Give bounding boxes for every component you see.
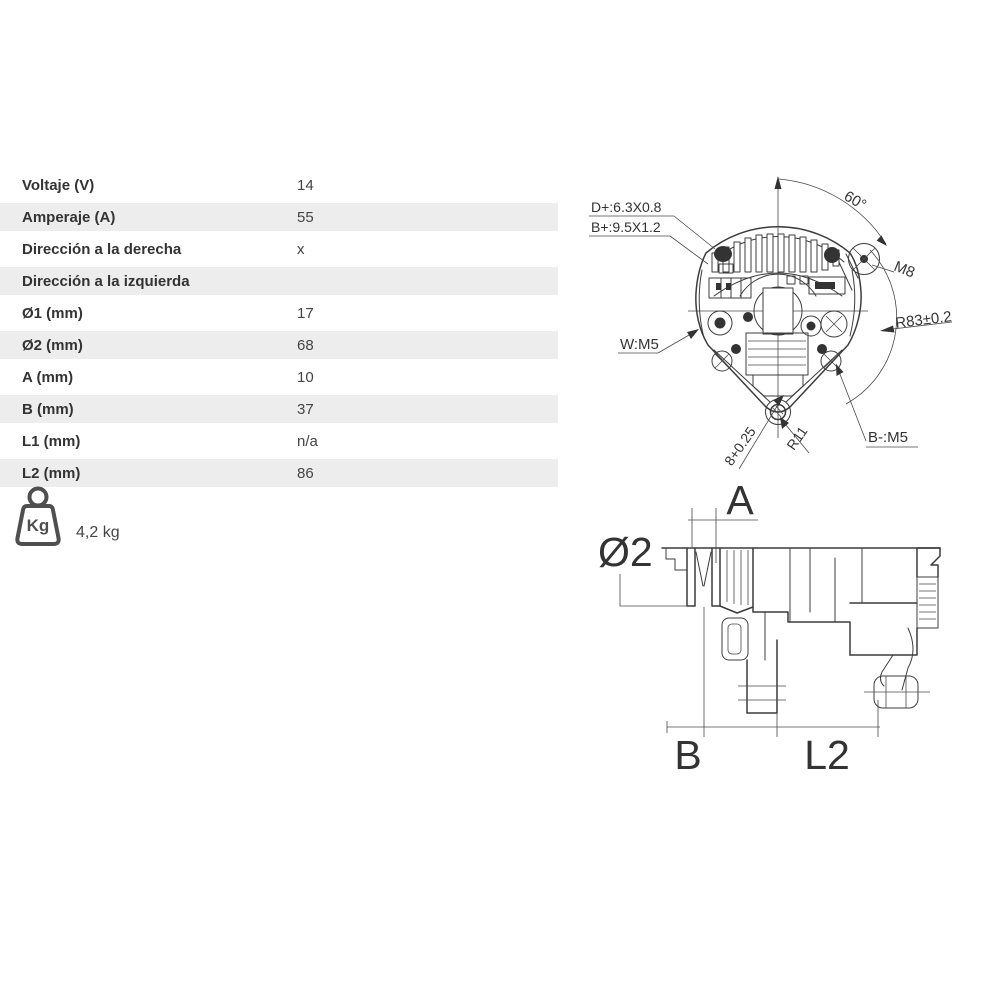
row-value: 14: [297, 176, 314, 194]
row-value: 55: [297, 208, 314, 226]
dim-a-label: A: [726, 477, 754, 523]
table-row: [0, 457, 558, 489]
r83-label: R83±0.2: [894, 308, 953, 332]
pulley: [687, 548, 720, 606]
weight-icon: [14, 486, 62, 550]
rear-lug: [864, 628, 930, 708]
dim-d2-label: Ø2: [598, 529, 653, 575]
row-label: Ø2 (mm): [22, 336, 83, 354]
row-label: B (mm): [22, 400, 74, 418]
row-value: 17: [297, 304, 314, 322]
terminal-dot: [824, 247, 840, 263]
table-row: [0, 425, 558, 457]
table-row: [0, 393, 558, 425]
row-value: x: [297, 240, 305, 258]
side-view-diagram: [598, 477, 940, 778]
table-row: [0, 233, 558, 265]
w-label: W:M5: [620, 336, 659, 353]
b-plus-label: B+:9.5X1.2: [591, 219, 661, 235]
row-label: Ø1 (mm): [22, 304, 83, 322]
table-row: [0, 329, 558, 361]
table-row: [0, 201, 558, 233]
technical-drawing: [560, 160, 1000, 792]
weight-row: [14, 486, 120, 550]
spec-table: [0, 169, 558, 489]
row-label: L2 (mm): [22, 464, 81, 482]
row-label: L1 (mm): [22, 432, 81, 450]
row-label: Dirección a la izquierda: [22, 272, 190, 290]
row-value: 86: [297, 464, 314, 482]
row-value: 10: [297, 368, 314, 386]
row-value: 68: [297, 336, 314, 354]
m8-label: M8: [891, 257, 918, 282]
weight-value: 4,2 kg: [76, 524, 120, 541]
dim-b-label: B: [674, 732, 702, 778]
d-plus-label: D+:6.3X0.8: [591, 199, 662, 215]
row-value: 37: [297, 400, 314, 418]
row-label: Amperaje (A): [22, 208, 116, 226]
b-minus-label: B-:M5: [868, 429, 909, 446]
table-row: [0, 265, 558, 297]
table-row: [0, 361, 558, 393]
row-value: n/a: [297, 432, 318, 450]
table-row: [0, 297, 558, 329]
row-label: Voltaje (V): [22, 176, 95, 194]
angle-label: 60°: [841, 187, 870, 214]
row-label: Dirección a la derecha: [22, 240, 182, 258]
rear-connector: [917, 548, 940, 628]
table-row: [0, 169, 558, 201]
dim-l2-label: L2: [804, 732, 850, 778]
r11-label: R11: [783, 423, 811, 453]
terminal-dot: [714, 246, 732, 262]
weight-icon-label: Kg: [26, 516, 50, 535]
row-label: A (mm): [22, 368, 74, 386]
rear-view-diagram: [589, 176, 953, 469]
depth-label: 8+0.25: [720, 423, 759, 469]
